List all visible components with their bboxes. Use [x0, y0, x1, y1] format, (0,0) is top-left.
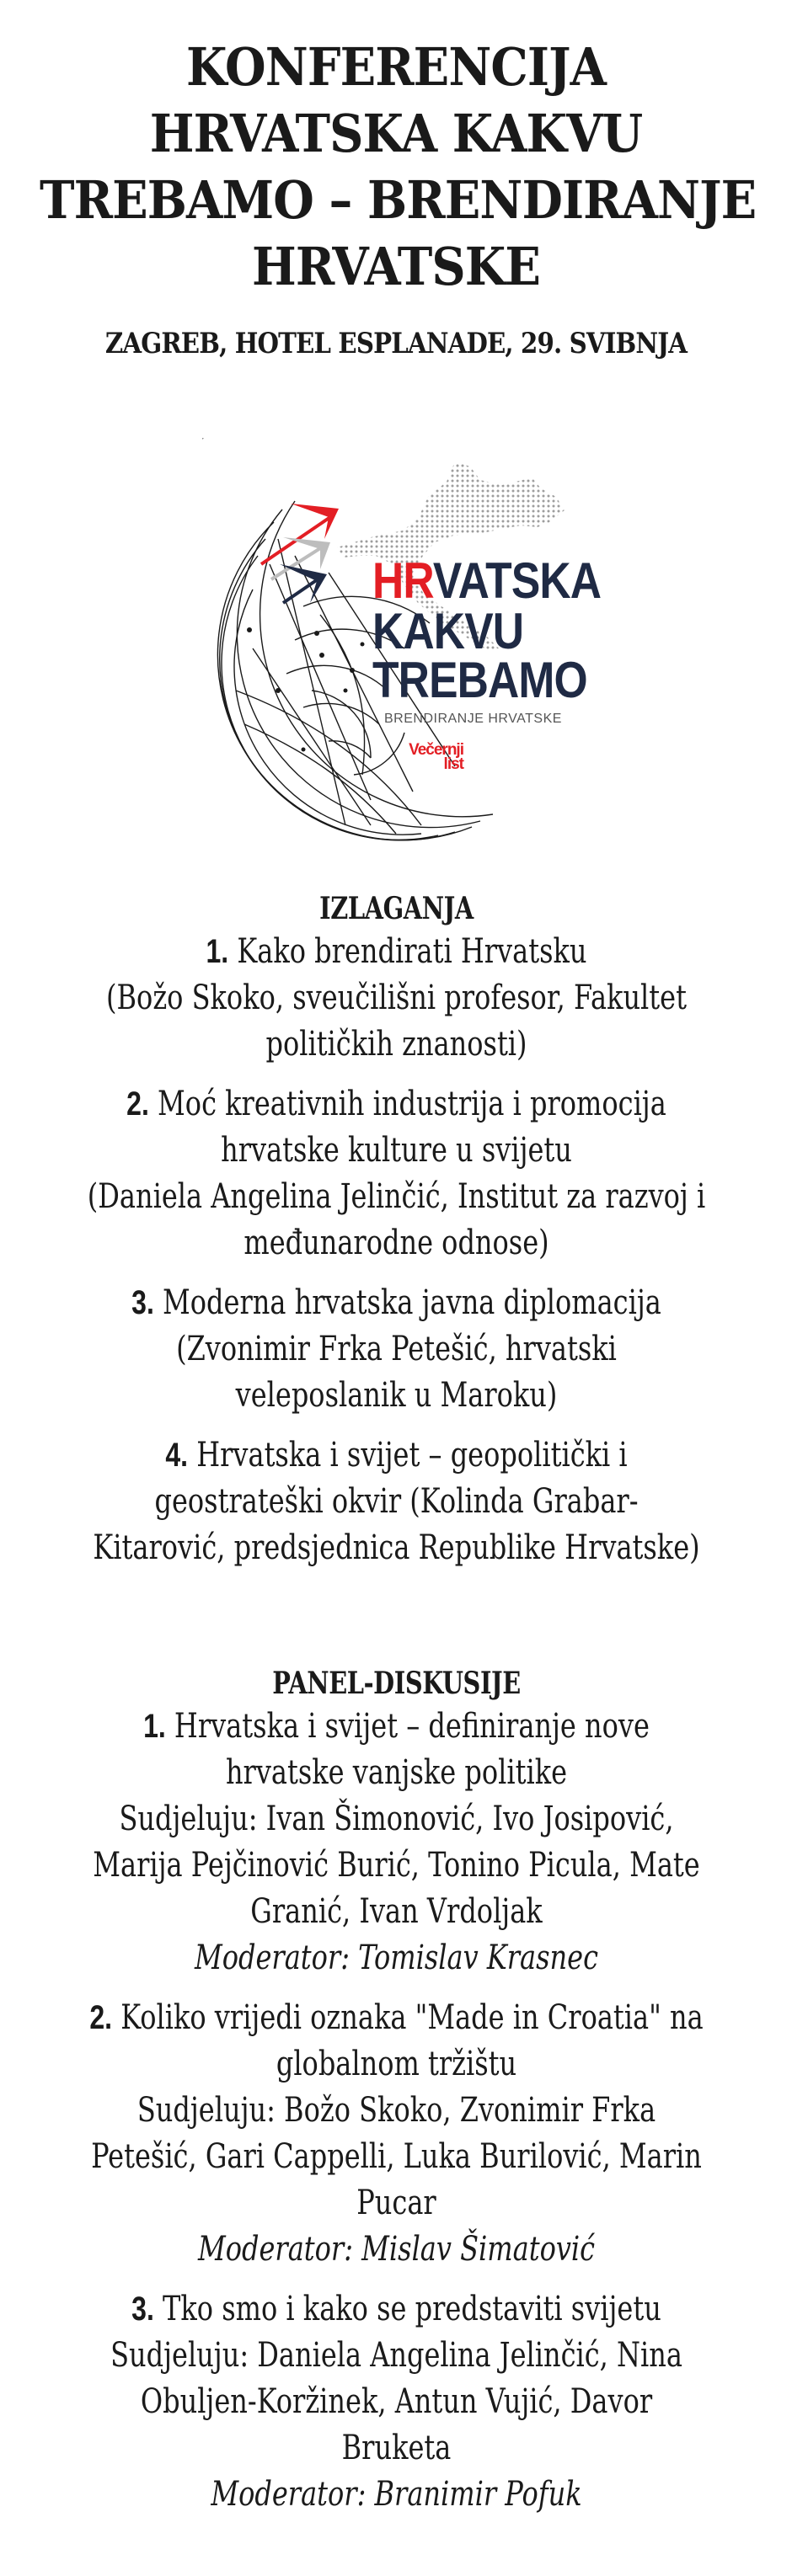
item-title: Kako brendirati Hrvatsku: [237, 932, 587, 971]
panel-item: [35, 2286, 759, 2518]
page-title: [40, 34, 757, 300]
item-line: veleposlanik u Maroku): [235, 1376, 558, 1415]
logo-word-hrvatska: [372, 552, 602, 609]
event-location-date: ZAGREB, HOTEL ESPLANADE, 29. SVIBNJA: [104, 327, 688, 360]
participants-line: Granić, Ivan Vrdoljak: [250, 1892, 543, 1931]
title-line: TREBAMO – BRENDIRANJE: [40, 169, 757, 231]
item-number: 1.: [206, 933, 229, 970]
vecernji-list-line2: list: [443, 755, 463, 773]
participants-line: Bruketa: [341, 2429, 452, 2467]
item-line: (Zvonimir Frka Petešić, hrvatski: [176, 1330, 617, 1368]
participants-line: Pucar: [356, 2184, 436, 2222]
item-title: Moć kreativnih industrija i promocija: [158, 1085, 666, 1123]
panel-item: [35, 1704, 759, 1981]
croatia-map-dots-icon: [202, 438, 204, 440]
item-line: geostrateški okvir (Kolinda Grabar-: [154, 1482, 639, 1521]
moderator-line: Moderator: Tomislav Krasnec: [194, 1939, 599, 1977]
logo-word-kakvu: KAKVU: [372, 603, 524, 659]
item-line: međunarodne odnose): [243, 1224, 549, 1262]
item-number: 1.: [143, 1708, 166, 1745]
logo-word-rest: VATSKA: [432, 552, 602, 609]
panel-item: [35, 1995, 759, 2273]
item-number: 2.: [126, 1085, 149, 1123]
presentation-item: [35, 1432, 759, 1571]
participants-line: Petešić, Gari Cappelli, Luka Burilović, Marin: [91, 2137, 702, 2176]
logo-hr-accent: HR: [372, 552, 433, 609]
item-line: hrvatske vanjske politike: [225, 1753, 568, 1792]
section-heading: PANEL-DISKUSIJE: [272, 1666, 521, 1701]
panel-discussions-section: [34, 1663, 758, 2531]
item-title: Hrvatska i svijet – definiranje nove: [174, 1707, 650, 1746]
presentations-section: [34, 888, 758, 1585]
presentation-item: [35, 929, 759, 1068]
item-number: 3.: [131, 2291, 154, 2328]
conference-logo: [202, 438, 602, 842]
item-line: političkih znanosti): [265, 1025, 527, 1064]
item-number: 2.: [89, 1999, 113, 2036]
item-title: Koliko vrijedi oznaka "Made in Croatia" na: [120, 1998, 704, 2037]
logo-tagline: BRENDIRANJE HRVATSKE: [384, 712, 562, 726]
item-title: Hrvatska i svijet – geopolitički i: [196, 1436, 628, 1475]
moderator-line: Moderator: Mislav Šimatović: [197, 2230, 596, 2269]
arrows-icon: [261, 504, 339, 603]
vecernji-list-line1: Večernji: [409, 741, 463, 759]
item-line: (Božo Skoko, sveučilišni profesor, Fakultet: [106, 979, 687, 1017]
item-title: Tko smo i kako se predstaviti svijetu: [163, 2290, 661, 2328]
item-number: 3.: [131, 1284, 154, 1321]
participants-line: Sudjeluju: Daniela Angelina Jelinčić, Nina: [110, 2336, 682, 2375]
title-line: KONFERENCIJA: [185, 36, 607, 98]
presentation-item: [35, 1280, 759, 1419]
moderator-line: Moderator: Branimir Pofuk: [211, 2475, 582, 2514]
title-line: HRVATSKE: [252, 236, 540, 297]
logo-word-trebamo: TREBAMO: [372, 652, 587, 708]
title-line: HRVATSKA KAKVU: [149, 103, 643, 164]
item-line: hrvatske kulture u svijetu: [221, 1131, 572, 1170]
section-heading: IZLAGANJA: [319, 891, 474, 926]
participants-line: Obuljen-Koržinek, Antun Vujić, Davor: [140, 2382, 653, 2421]
participants-line: Sudjeluju: Božo Skoko, Zvonimir Frka: [136, 2091, 656, 2130]
item-line: globalnom tržištu: [276, 2045, 517, 2083]
item-line: (Daniela Angelina Jelinčić, Institut za razvoj i: [87, 1177, 706, 1216]
vecernji-list-logo: [386, 743, 463, 771]
item-line: Kitarović, predsjednica Republike Hrvatske): [93, 1528, 700, 1567]
participants-line: Marija Pejčinović Burić, Tonino Picula, Mate: [93, 1846, 700, 1885]
item-title: Moderna hrvatska javna diplomacija: [163, 1283, 661, 1322]
item-number: 4.: [165, 1437, 189, 1474]
participants-line: Sudjeluju: Ivan Šimonović, Ivo Josipović,: [119, 1800, 674, 1838]
presentation-item: [35, 1081, 759, 1267]
